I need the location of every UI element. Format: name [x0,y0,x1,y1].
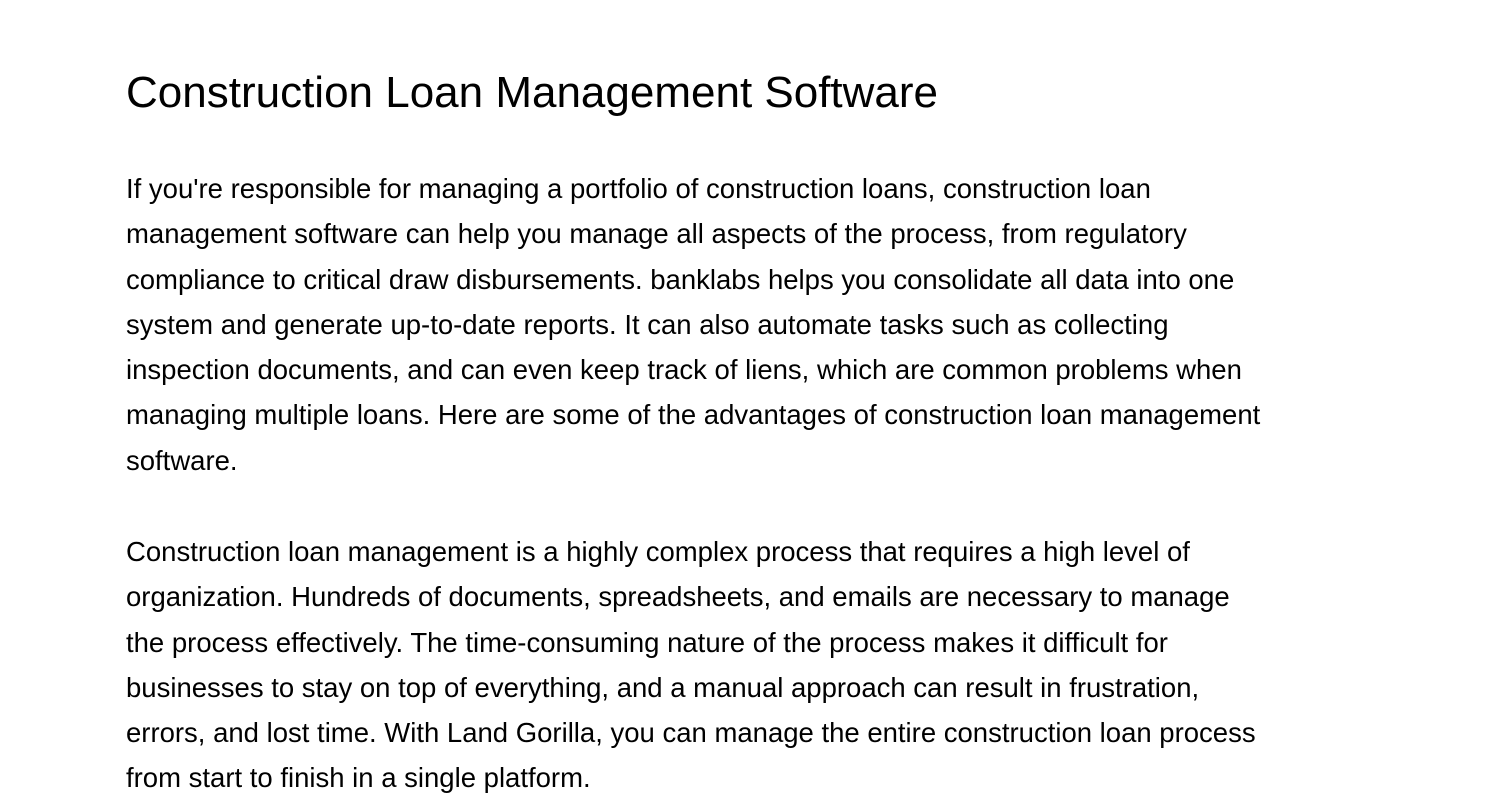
paragraph-line: software. [126,444,238,476]
paragraph-line: from start to finish in a single platform. [126,762,591,794]
paragraph-line: businesses to stay on top of everything, and a manual approach can result in frustration, [126,671,1200,703]
paragraph-line: system and generate up-to-date reports. It can also automate tasks such as collecting [126,308,1169,340]
paragraph-line: errors, and lost time. With Land Gorilla, you can manage the entire construction loan process [126,717,1256,749]
paragraph-line: managing multiple loans. Here are some of the advantages of construction loan management [126,399,1261,431]
document-title: Construction Loan Management Software [126,68,939,117]
paragraph-line: management software can help you manage all aspects of the process, from regulatory [126,218,1187,250]
paragraph-line: compliance to critical draw disbursements. banklabs helps you consolidate all data into one [126,263,1235,295]
paragraph-line: Construction loan management is a highly complex process that requires a high level of [126,536,1190,567]
paragraph-line: the process effectively. The time-consuming nature of the process makes it difficult for [126,626,1168,658]
paragraph-line: organization. Hundreds of documents, spreadsheets, and emails are necessary to manage [126,581,1230,613]
paragraph-1 [126,166,1386,483]
paragraph-line: If you're responsible for managing a portfolio of construction loans, construction loan [126,173,1151,204]
paragraph-2 [126,529,1386,801]
paragraph-line: inspection documents, and can even keep track of liens, which are common problems when [126,354,1242,386]
